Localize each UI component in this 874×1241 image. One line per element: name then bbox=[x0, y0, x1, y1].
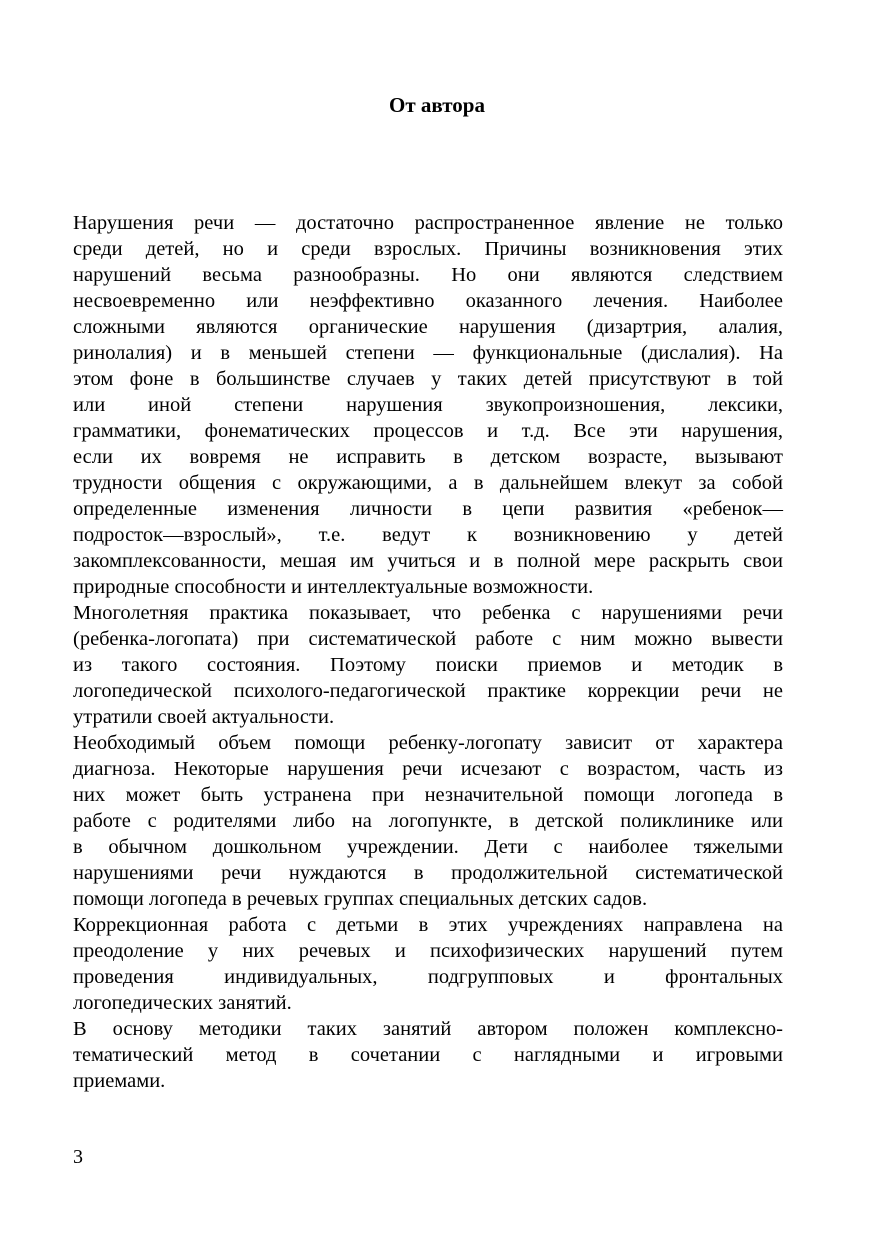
paragraph-line: приемами. bbox=[73, 1070, 166, 1092]
paragraph-line: логопедической психолого-педагогической практике коррекции речи не bbox=[73, 680, 783, 702]
paragraph-line: преодоление у них речевых и психофизических нарушений путем bbox=[73, 940, 783, 962]
paragraph-line: этом фоне в большинстве случаев у таких детей присутствуют в той bbox=[73, 368, 783, 390]
paragraph-line: нарушениями речи нуждаются в продолжительной систематической bbox=[73, 862, 783, 884]
paragraph-line: трудности общения с окружающими, а в дальнейшем влекут за собой bbox=[73, 472, 783, 494]
paragraph-line: Нарушения речи — достаточно распространенное явление не только bbox=[73, 212, 783, 234]
paragraph bbox=[73, 210, 783, 600]
paragraph bbox=[73, 1016, 783, 1094]
paragraph bbox=[73, 600, 783, 730]
paragraph-line: проведения индивидуальных, подгрупповых и фронтальных bbox=[73, 966, 783, 988]
paragraph-line: Необходимый объем помощи ребенку-логопату зависит от характера bbox=[73, 732, 783, 754]
paragraph-line: диагноза. Некоторые нарушения речи исчезают с возрастом, часть из bbox=[73, 758, 783, 780]
page-title: От автора bbox=[389, 93, 485, 117]
paragraph-line: из такого состояния. Поэтому поиски приемов и методик в bbox=[73, 654, 783, 676]
paragraph-line: подросток—взрослый», т.е. ведут к возникновению у детей bbox=[73, 524, 783, 546]
paragraph-line: несвоевременно или неэффективно оказанного лечения. Наиболее bbox=[73, 290, 783, 312]
page-number: 3 bbox=[73, 1146, 83, 1168]
paragraph-line: работе с родителями либо на логопункте, в детской поликлинике или bbox=[73, 810, 783, 832]
paragraph-line: логопедических занятий. bbox=[73, 992, 292, 1014]
paragraph-line: (ребенка-логопата) при систематической работе с ним можно вывести bbox=[73, 628, 783, 650]
paragraph-line: тематический метод в сочетании с наглядными и игровыми bbox=[73, 1044, 783, 1066]
paragraph bbox=[73, 912, 783, 1016]
paragraph-line: грамматики, фонематических процессов и т.д. Все эти нарушения, bbox=[73, 420, 783, 442]
paragraph-line: в обычном дошкольном учреждении. Дети с наиболее тяжелыми bbox=[73, 836, 783, 858]
paragraph-line: утратили своей актуальности. bbox=[73, 706, 335, 728]
paragraph-line: ринолалия) и в меньшей степени — функциональные (дислалия). На bbox=[73, 342, 783, 364]
paragraph-line: определенные изменения личности в цепи развития «ребенок— bbox=[73, 498, 783, 520]
paragraph-line: закомплексованности, мешая им учиться и в полной мере раскрыть свои bbox=[73, 550, 783, 572]
paragraph-line: среди детей, но и среди взрослых. Причины возникновения этих bbox=[73, 238, 783, 260]
paragraph-line: природные способности и интеллектуальные возможности. bbox=[73, 576, 594, 598]
paragraph-line: них может быть устранена при незначительной помощи логопеда в bbox=[73, 784, 783, 806]
paragraph-line: сложными являются органические нарушения (дизартрия, алалия, bbox=[73, 316, 783, 338]
paragraph-line: нарушений весьма разнообразны. Но они являются следствием bbox=[73, 264, 783, 286]
paragraph-line: или иной степени нарушения звукопроизношения, лексики, bbox=[73, 394, 783, 416]
paragraph bbox=[73, 730, 783, 912]
paragraph-line: Многолетняя практика показывает, что ребенка с нарушениями речи bbox=[73, 602, 783, 624]
paragraph-line: помощи логопеда в речевых группах специальных детских садов. bbox=[73, 888, 648, 910]
paragraph-line: Коррекционная работа с детьми в этих учреждениях направлена на bbox=[73, 914, 783, 936]
paragraph-line: В основу методики таких занятий автором положен комплексно- bbox=[73, 1018, 783, 1040]
paragraph-line: если их вовремя не исправить в детском возрасте, вызывают bbox=[73, 446, 783, 468]
text-body bbox=[73, 210, 783, 1094]
